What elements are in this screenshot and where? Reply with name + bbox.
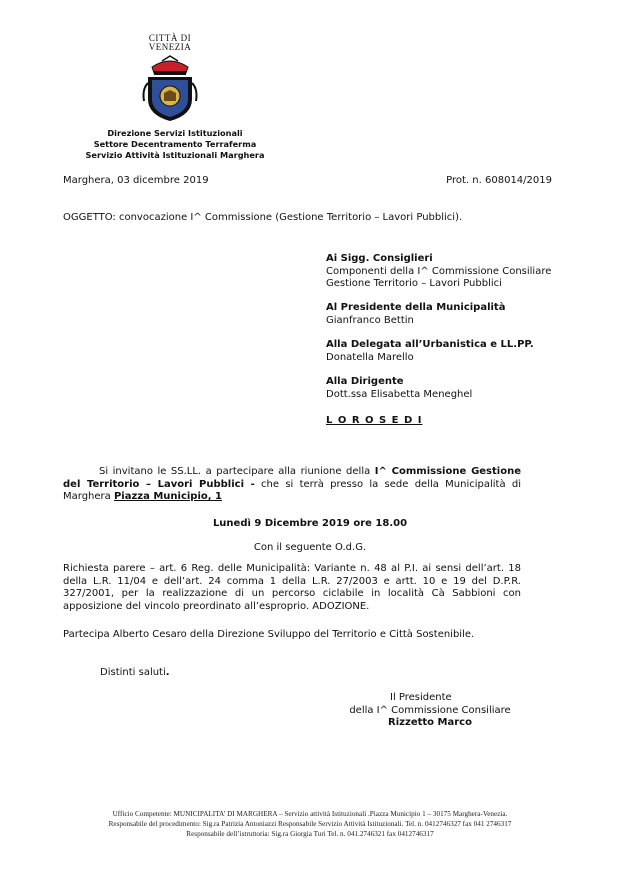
recipient-block	[326, 376, 586, 401]
recipient-heading: Ai Sigg. Consiglieri	[326, 253, 433, 264]
signature-block	[330, 692, 530, 730]
agenda-intro: Con il seguente O.d.G.	[253, 542, 367, 553]
place-date: Marghera, 03 dicembre 2019	[63, 175, 209, 186]
signature-title: Il Presidente	[390, 692, 452, 703]
footer	[30, 810, 590, 839]
recipient-line: Dott.ssa Elisabetta Meneghel	[326, 388, 473, 400]
greeting-text: Distinti saluti	[100, 667, 166, 678]
logo-city-text	[135, 34, 205, 52]
intro-text: Si invitano le SS.LL. a partecipare alla riunione della	[99, 466, 375, 477]
meeting-place: Piazza Municipio, 1	[113, 491, 222, 503]
recipient-heading: Al Presidente della Municipalità	[326, 302, 506, 313]
participant-note: Partecipa Alberto Cesaro della Direzione Sviluppo del Territorio e Città Sostenibile.	[63, 629, 475, 640]
agenda-text: Richiesta parere – art. 6 Reg. delle Municipalità: Variante n. 48 al P.I. ai sensi dell’art. 18 della L.R. 11/04 e dell’art. 24 comma 1 della L.R. 27/2003 e artt. 10 e 19 del D.P.R. 327/2001, per la realizzazione di un percorso ciclabile in località Cà Sabbioni con apposizione del vincolo preordinato all’esproprio. ADOZIONE.	[63, 563, 521, 612]
recipient-line: Gianfranco Bettin	[326, 314, 414, 326]
loro-sedi: L O R O S E D I	[326, 415, 423, 426]
intro-paragraph	[63, 466, 521, 504]
footer-line-3: Responsabile dell’istruttoria: Sig.ra Giorgia Turi Tel. n. 041.2746321 fax 0412746317	[186, 829, 434, 838]
department-header	[55, 128, 295, 161]
recipient-line: Componenti della I^ Commissione Consiliare	[326, 265, 552, 277]
dept-line-2: Settore Decentramento Terraferma	[93, 139, 257, 149]
meeting-datetime: Lunedì 9 Dicembre 2019 ore 18.00	[212, 518, 408, 529]
recipient-block	[326, 253, 586, 291]
greeting-dot: .	[165, 667, 170, 678]
recipient-block	[326, 302, 586, 327]
signature-name: Rizzetto Marco	[388, 717, 472, 729]
subject-line: OGGETTO: convocazione I^ Commissione (Gestione Territorio – Lavori Pubblici).	[63, 212, 463, 223]
venezia-crest-icon	[140, 53, 200, 123]
recipient-line: Gestione Territorio – Lavori Pubblici	[326, 278, 502, 290]
logo-line-2: VENEZIA	[148, 42, 192, 52]
commission-name: I^ Commissione Gestione del Territorio – Lavori Pubblici -	[63, 466, 521, 490]
greeting	[100, 667, 170, 680]
recipient-block	[326, 339, 586, 364]
logo-line-1: CITTÀ DI	[148, 33, 192, 43]
dept-line-3: Servizio Attività Istituzionali Marghera	[85, 150, 265, 160]
footer-line-1: Ufficio Competente: MUNICIPALITA’ DI MARGHERA – Servizio attività Istituzionali .Piazza Municipio 1 – 30175 Marghera-Venezia.	[112, 810, 508, 818]
recipient-heading: Alla Dirigente	[326, 376, 404, 387]
signature-role: della I^ Commissione Consiliare	[349, 704, 511, 716]
footer-line-2: Responsabile del procedimento: Sig.ra Patrizia Antoniazzi Responsabile Servizio Attività Istituzionali. Tel. n. 0412746327 fax 041 2746317	[108, 819, 512, 828]
dept-line-1: Direzione Servizi Istituzionali	[107, 128, 243, 138]
protocol-number: Prot. n. 608014/2019	[446, 175, 552, 186]
recipient-heading: Alla Delegata all’Urbanistica e LL.PP.	[326, 339, 534, 350]
recipient-line: Donatella Marello	[326, 351, 414, 363]
intro-text-2: che si terrà presso la sede della Municipalità di Marghera	[63, 478, 522, 503]
